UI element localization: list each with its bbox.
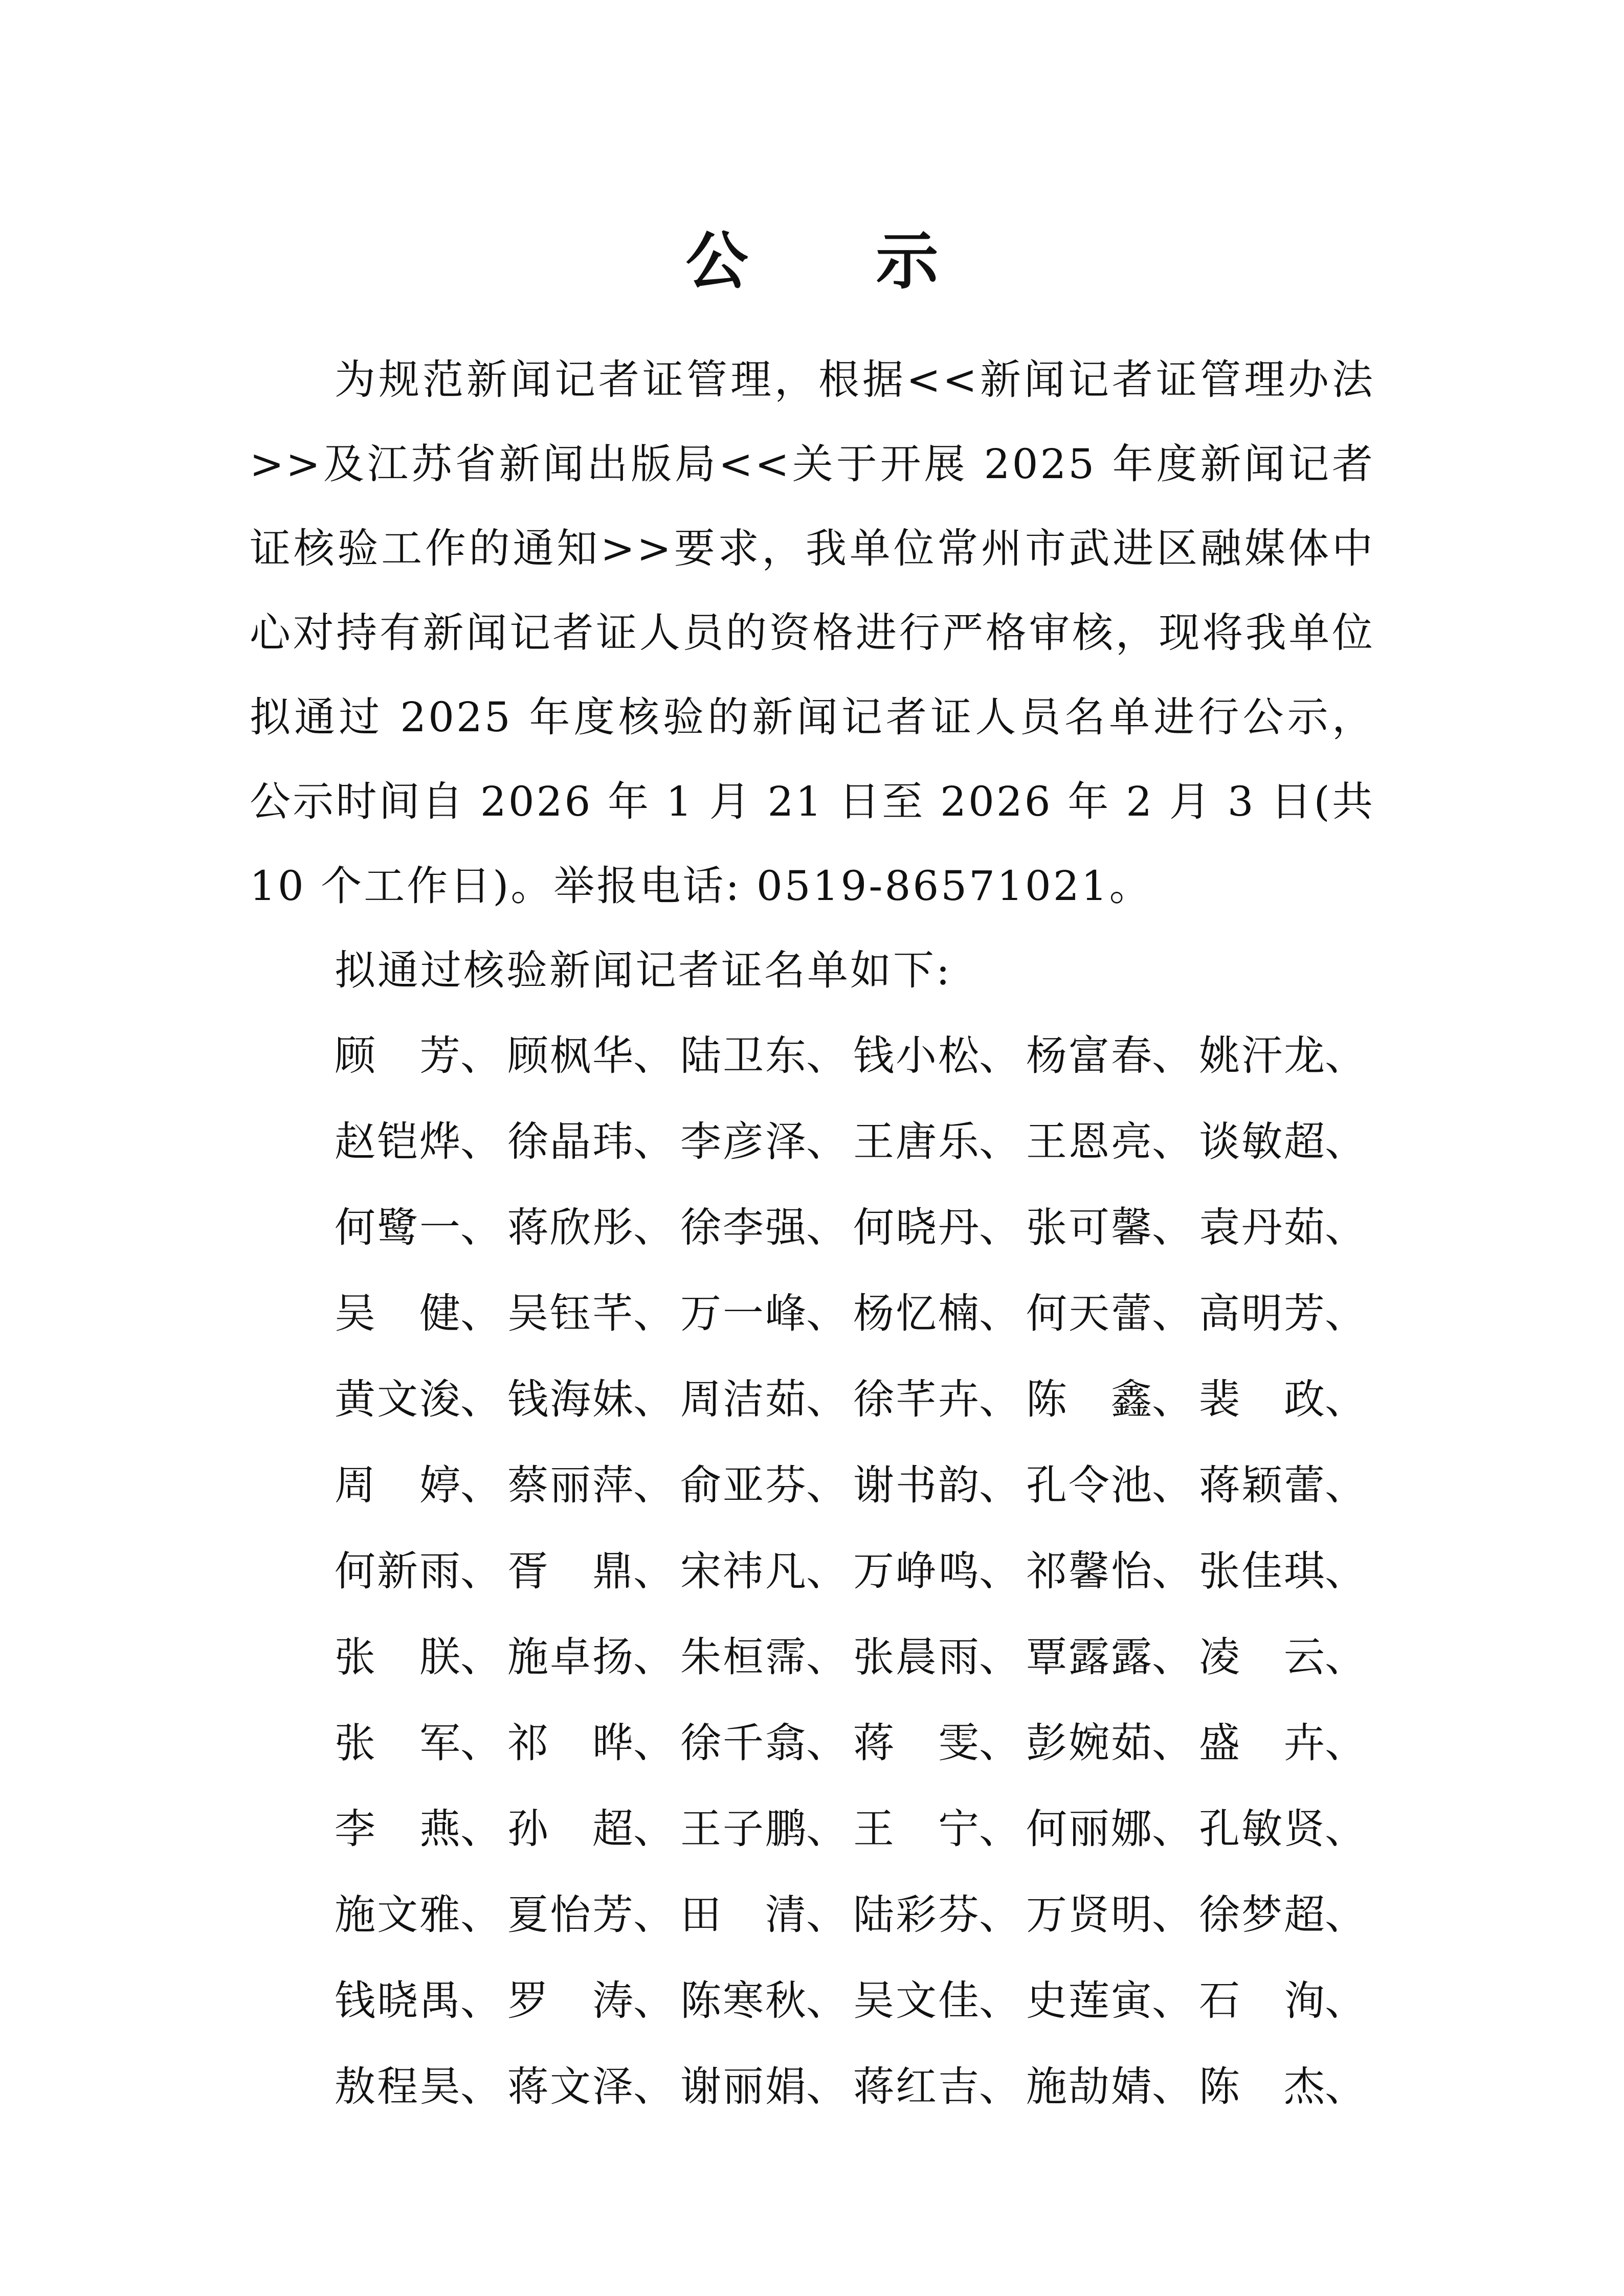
- name-item: [1199, 1957, 1372, 2043]
- person-name: 祁馨怡: [1026, 1547, 1152, 1595]
- list-separator: 、: [1325, 1031, 1366, 1079]
- name-item: [507, 1700, 680, 1786]
- list-separator: 、: [806, 1805, 847, 1853]
- list-separator: 、: [806, 1890, 847, 1939]
- person-name: 谢丽娟: [680, 2062, 806, 2110]
- list-separator: 、: [979, 2062, 1020, 2110]
- list-separator: 、: [460, 1289, 501, 1337]
- name-item: [1026, 1270, 1199, 1356]
- name-item: [1026, 2043, 1199, 2129]
- name-item: [1026, 1098, 1199, 1184]
- name-item: [1199, 2043, 1372, 2129]
- name-item: [1026, 1786, 1199, 1872]
- person-name: 施卓扬: [507, 1633, 633, 1681]
- person-name: 钱小松: [853, 1031, 979, 1079]
- person-name: 王恩亮: [1026, 1117, 1152, 1165]
- list-separator: 、: [633, 1289, 674, 1337]
- name-item: [507, 1442, 680, 1528]
- person-name: 石洵: [1199, 1976, 1325, 2024]
- name-item: [1199, 1270, 1372, 1356]
- name-item: [853, 1786, 1026, 1872]
- person-name: 顾芳: [335, 1031, 460, 1079]
- name-item: [1199, 1786, 1372, 1872]
- person-name: 敖程昊: [335, 2062, 460, 2110]
- list-separator: 、: [806, 1203, 847, 1251]
- list-separator: 、: [1325, 1976, 1366, 2024]
- name-item: [853, 1098, 1026, 1184]
- person-name: 田清: [680, 1890, 806, 1939]
- name-item: [853, 1872, 1026, 1957]
- name-item: [853, 1614, 1026, 1700]
- person-name: 钱晓禺: [335, 1976, 460, 2024]
- list-separator: 、: [1325, 1890, 1366, 1939]
- list-separator: 、: [806, 1976, 847, 2024]
- name-item: [680, 1957, 853, 2043]
- name-item: [1026, 1614, 1199, 1700]
- name-item: [1026, 1442, 1199, 1528]
- list-separator: 、: [806, 2062, 847, 2110]
- person-name: 蔡丽萍: [507, 1461, 633, 1509]
- person-name: 谈敏超: [1199, 1117, 1325, 1165]
- name-item: [1026, 1356, 1199, 1442]
- person-name: 高明芳: [1199, 1289, 1325, 1337]
- list-separator: 、: [1325, 1375, 1366, 1423]
- name-item: [680, 1356, 853, 1442]
- list-separator: 、: [806, 1547, 847, 1595]
- name-item: [507, 1184, 680, 1270]
- name-item: [1199, 1700, 1372, 1786]
- list-separator: 、: [633, 1547, 674, 1595]
- list-separator: 、: [460, 1117, 501, 1165]
- name-item: [1199, 1098, 1372, 1184]
- name-item: [853, 2043, 1026, 2129]
- person-name: 徐梦超: [1199, 1890, 1325, 1939]
- list-separator: 、: [979, 1547, 1020, 1595]
- name-item: [507, 1356, 680, 1442]
- person-name: 徐千翕: [680, 1719, 806, 1767]
- name-item: [1199, 1356, 1372, 1442]
- name-item: [853, 1442, 1026, 1528]
- person-name: 蒋红吉: [853, 2062, 979, 2110]
- person-name: 张可馨: [1026, 1203, 1152, 1251]
- person-name: 史莲寅: [1026, 1976, 1152, 2024]
- person-name: 李燕: [335, 1805, 460, 1853]
- person-name: 赵铠烨: [335, 1117, 460, 1165]
- person-name: 何丽娜: [1026, 1805, 1152, 1853]
- person-name: 吴钰芊: [507, 1289, 633, 1337]
- name-item: [507, 1528, 680, 1614]
- name-item: [335, 1614, 507, 1700]
- person-name: 徐李强: [680, 1203, 806, 1251]
- person-name: 万贤明: [1026, 1890, 1152, 1939]
- person-name: 张军: [335, 1719, 460, 1767]
- name-item: [680, 1012, 853, 1098]
- name-item: [335, 1442, 507, 1528]
- name-item: [1026, 1528, 1199, 1614]
- person-name: 张朕: [335, 1633, 460, 1681]
- person-name: 万一峰: [680, 1289, 806, 1337]
- name-item: [1199, 1184, 1372, 1270]
- name-item: [507, 1098, 680, 1184]
- person-name: 陈杰: [1199, 2062, 1325, 2110]
- person-name: 覃露露: [1026, 1633, 1152, 1681]
- list-separator: 、: [633, 1976, 674, 2024]
- name-item: [853, 1012, 1026, 1098]
- name-item: [507, 2043, 680, 2129]
- person-name: 孔敏贤: [1199, 1805, 1325, 1853]
- list-separator: 、: [806, 1461, 847, 1509]
- person-name: 朱桓霈: [680, 1633, 806, 1681]
- list-separator: 、: [979, 1375, 1020, 1423]
- name-item: [1026, 1700, 1199, 1786]
- list-separator: 、: [460, 1547, 501, 1595]
- list-separator: 、: [1152, 1976, 1193, 2024]
- person-name: 何晓丹: [853, 1203, 979, 1251]
- name-item: [507, 1270, 680, 1356]
- person-name: 陈寒秋: [680, 1976, 806, 2024]
- person-name: 彭婉茹: [1026, 1719, 1152, 1767]
- name-item: [680, 1700, 853, 1786]
- name-item: [853, 1957, 1026, 2043]
- name-item: [853, 1700, 1026, 1786]
- list-separator: 、: [1325, 1547, 1366, 1595]
- name-item: [335, 1957, 507, 2043]
- name-item: [1026, 1957, 1199, 2043]
- list-separator: 、: [1152, 1289, 1193, 1337]
- name-item: [680, 1442, 853, 1528]
- title-char: 示: [876, 224, 939, 298]
- person-name: 王子鹏: [680, 1805, 806, 1853]
- list-separator: 、: [1325, 1461, 1366, 1509]
- person-name: 夏怡芳: [507, 1890, 633, 1939]
- list-separator: 、: [979, 1289, 1020, 1337]
- list-separator: 、: [460, 1805, 501, 1853]
- person-name: 吴健: [335, 1289, 460, 1337]
- list-separator: 、: [1325, 1633, 1366, 1681]
- person-name: 杨富春: [1026, 1031, 1152, 1079]
- list-separator: 、: [806, 1289, 847, 1337]
- name-item: [335, 1356, 507, 1442]
- name-item: [335, 1528, 507, 1614]
- notice-paragraph: 为规范新闻记者证管理，根据<<新闻记者证管理办法>>及江苏省新闻出版局<<关于开展 2025 年度新闻记者证核验工作的通知>>要求，我单位常州市武进区融媒体中心对持有新闻记者证人员的资格进行严格审核，现将我单位拟通过 2025 年度核验的新闻记者证人员名单进行公示，公示时间自 2026 年 1 月 21 日至 2026 年 2 月 3 日(共 10 个工作日)。举报电话: 0519-86571021。: [250, 356, 1375, 910]
- person-name: 吴文佳: [853, 1976, 979, 2024]
- list-separator: 、: [633, 1719, 674, 1767]
- name-item: [680, 1270, 853, 1356]
- list-separator: 、: [979, 1805, 1020, 1853]
- list-separator: 、: [806, 1633, 847, 1681]
- list-intro: 拟通过核验新闻记者证名单如下:: [335, 947, 952, 994]
- list-separator: 、: [806, 1375, 847, 1423]
- person-name: 裴政: [1199, 1375, 1325, 1423]
- list-separator: 、: [1325, 1289, 1366, 1337]
- list-separator: 、: [806, 1031, 847, 1079]
- person-name: 盛卉: [1199, 1719, 1325, 1767]
- list-separator: 、: [633, 1805, 674, 1853]
- list-separator: 、: [1325, 1117, 1366, 1165]
- name-item: [1199, 1442, 1372, 1528]
- person-name: 蒋雯: [853, 1719, 979, 1767]
- person-name: 俞亚芬: [680, 1461, 806, 1509]
- list-separator: 、: [633, 1461, 674, 1509]
- name-item: [507, 1012, 680, 1098]
- list-separator: 、: [979, 1117, 1020, 1165]
- person-name: 孔令池: [1026, 1461, 1152, 1509]
- name-item: [1026, 1184, 1199, 1270]
- name-item: [1026, 1012, 1199, 1098]
- person-name: 罗涛: [507, 1976, 633, 2024]
- list-separator: 、: [460, 1203, 501, 1251]
- person-name: 姚汗龙: [1199, 1031, 1325, 1079]
- person-name: 宋祎凡: [680, 1547, 806, 1595]
- list-separator: 、: [1152, 1117, 1193, 1165]
- name-item: [1199, 1012, 1372, 1098]
- name-item: [1026, 1872, 1199, 1957]
- list-separator: 、: [979, 1890, 1020, 1939]
- person-name: 胥鼎: [507, 1547, 633, 1595]
- name-item: [335, 1270, 507, 1356]
- person-name: 杨忆楠: [853, 1289, 979, 1337]
- name-item: [335, 1700, 507, 1786]
- list-separator: 、: [460, 1031, 501, 1079]
- list-separator: 、: [460, 1461, 501, 1509]
- person-name: 陆卫东: [680, 1031, 806, 1079]
- page-title: [0, 220, 1624, 302]
- person-name: 蒋欣彤: [507, 1203, 633, 1251]
- name-item: [853, 1356, 1026, 1442]
- name-list: [250, 1012, 1375, 2129]
- name-item: [853, 1528, 1026, 1614]
- list-separator: 、: [460, 1719, 501, 1767]
- name-item: [507, 1872, 680, 1957]
- list-separator: 、: [1152, 1547, 1193, 1595]
- list-separator: 、: [1152, 1719, 1193, 1767]
- name-item: [335, 1786, 507, 1872]
- person-name: 陈鑫: [1026, 1375, 1152, 1423]
- person-name: 谢书韵: [853, 1461, 979, 1509]
- name-item: [680, 1614, 853, 1700]
- name-item: [507, 1957, 680, 2043]
- name-item: [335, 1098, 507, 1184]
- list-separator: 、: [979, 1203, 1020, 1251]
- list-separator: 、: [633, 1375, 674, 1423]
- list-separator: 、: [1152, 1031, 1193, 1079]
- list-separator: 、: [979, 1719, 1020, 1767]
- name-item: [335, 1012, 507, 1098]
- person-name: 施劼婧: [1026, 2062, 1152, 2110]
- list-separator: 、: [1152, 1375, 1193, 1423]
- name-item: [335, 2043, 507, 2129]
- list-separator: 、: [1325, 2062, 1366, 2110]
- person-name: 周婷: [335, 1461, 460, 1509]
- list-separator: 、: [1325, 1805, 1366, 1853]
- person-name: 蒋文泽: [507, 2062, 633, 2110]
- list-separator: 、: [633, 1117, 674, 1165]
- list-separator: 、: [633, 1203, 674, 1251]
- list-separator: 、: [633, 1890, 674, 1939]
- name-item: [1199, 1872, 1372, 1957]
- person-name: 凌云: [1199, 1633, 1325, 1681]
- list-separator: 、: [633, 1633, 674, 1681]
- name-item: [507, 1786, 680, 1872]
- person-name: 蒋颖蕾: [1199, 1461, 1325, 1509]
- person-name: 周洁茹: [680, 1375, 806, 1423]
- name-item: [853, 1184, 1026, 1270]
- name-item: [853, 1270, 1026, 1356]
- list-separator: 、: [979, 1633, 1020, 1681]
- person-name: 张晨雨: [853, 1633, 979, 1681]
- list-separator: 、: [460, 1890, 501, 1939]
- name-item: [680, 1184, 853, 1270]
- name-item: [680, 1786, 853, 1872]
- person-name: 何新雨: [335, 1547, 460, 1595]
- list-separator: 、: [1325, 1719, 1366, 1767]
- list-separator: 、: [806, 1719, 847, 1767]
- name-item: [680, 1872, 853, 1957]
- list-separator: 、: [1152, 1461, 1193, 1509]
- list-separator: 、: [1152, 1203, 1193, 1251]
- person-name: 顾枫华: [507, 1031, 633, 1079]
- person-name: 徐芊卉: [853, 1375, 979, 1423]
- list-separator: 、: [460, 1375, 501, 1423]
- list-separator: 、: [979, 1976, 1020, 2024]
- person-name: 袁丹茹: [1199, 1203, 1325, 1251]
- person-name: 何鹭一: [335, 1203, 460, 1251]
- person-name: 万峥鸣: [853, 1547, 979, 1595]
- person-name: 张佳琪: [1199, 1547, 1325, 1595]
- name-item: [680, 2043, 853, 2129]
- name-item: [1199, 1614, 1372, 1700]
- person-name: 黄文浚: [335, 1375, 460, 1423]
- person-name: 祁晔: [507, 1719, 633, 1767]
- name-item: [335, 1872, 507, 1957]
- list-separator: 、: [1152, 1805, 1193, 1853]
- person-name: 王宁: [853, 1805, 979, 1853]
- name-item: [680, 1528, 853, 1614]
- list-separator: 、: [1152, 2062, 1193, 2110]
- list-separator: 、: [460, 2062, 501, 2110]
- list-separator: 、: [979, 1031, 1020, 1079]
- person-name: 何天蕾: [1026, 1289, 1152, 1337]
- list-separator: 、: [460, 1976, 501, 2024]
- person-name: 李彦泽: [680, 1117, 806, 1165]
- title-char: 公: [685, 224, 748, 298]
- name-item: [335, 1184, 507, 1270]
- person-name: 钱海妹: [507, 1375, 633, 1423]
- list-separator: 、: [979, 1461, 1020, 1509]
- document-body: [250, 337, 1375, 2129]
- list-separator: 、: [1152, 1633, 1193, 1681]
- list-separator: 、: [633, 2062, 674, 2110]
- person-name: 施文雅: [335, 1890, 460, 1939]
- list-separator: 、: [633, 1031, 674, 1079]
- name-item: [1199, 1528, 1372, 1614]
- list-separator: 、: [460, 1633, 501, 1681]
- name-item: [680, 1098, 853, 1184]
- name-item: [507, 1614, 680, 1700]
- person-name: 王唐乐: [853, 1117, 979, 1165]
- list-separator: 、: [1152, 1890, 1193, 1939]
- person-name: 孙超: [507, 1805, 633, 1853]
- person-name: 陆彩芬: [853, 1890, 979, 1939]
- person-name: 徐晶玮: [507, 1117, 633, 1165]
- list-separator: 、: [806, 1117, 847, 1165]
- list-separator: 、: [1325, 1203, 1366, 1251]
